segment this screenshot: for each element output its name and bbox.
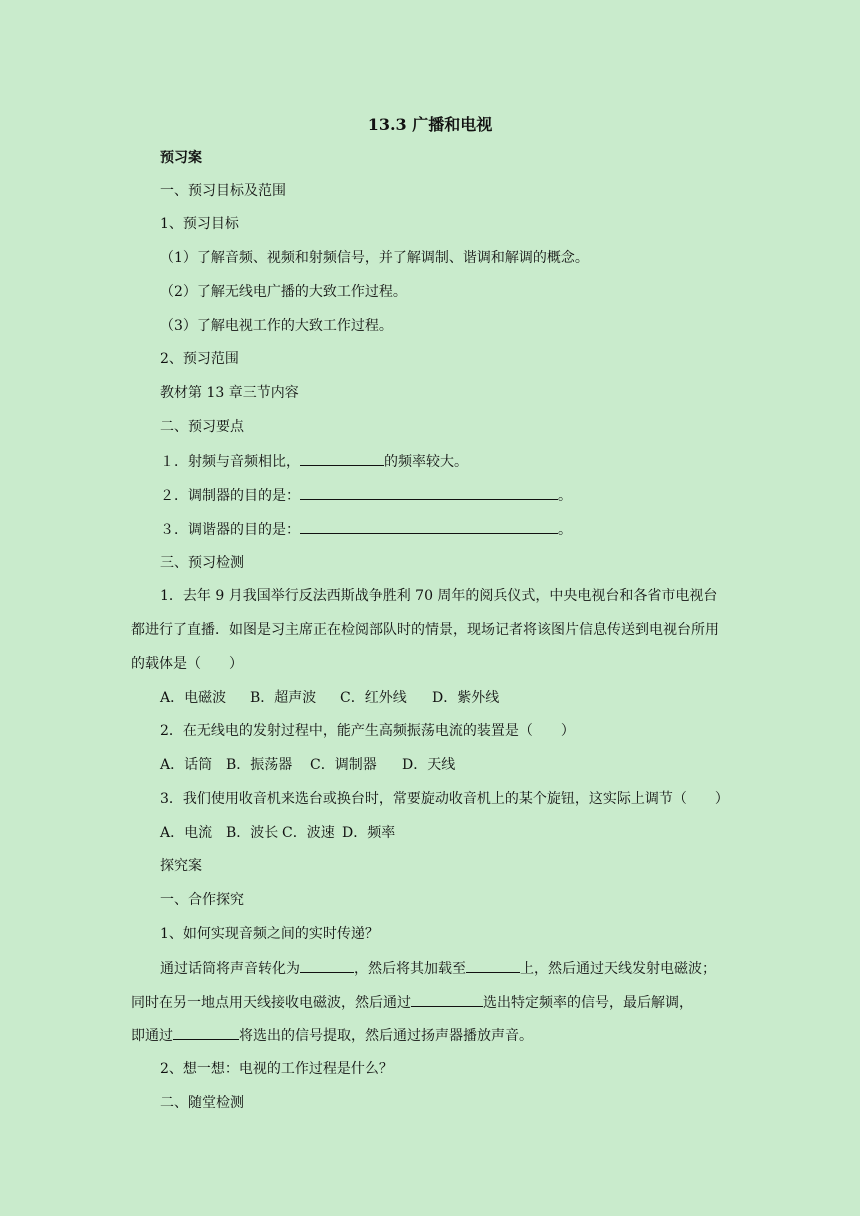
preview-heading: 预习案 bbox=[160, 150, 202, 166]
key-point bbox=[160, 485, 572, 506]
paragraph-text: 同时在另一地点用天线接收电磁波，然后通过 bbox=[131, 995, 411, 1011]
answer-blank[interactable] bbox=[300, 485, 558, 500]
question-text: 的载体是（ ） bbox=[131, 656, 243, 672]
option: D．紫外线 bbox=[432, 690, 500, 706]
option: B．振荡器 bbox=[226, 757, 293, 773]
paragraph-text: ，然后将其加载至 bbox=[354, 961, 466, 977]
key-point bbox=[160, 519, 572, 540]
paragraph-text: 将选出的信号提取，然后通过扬声器播放声音。 bbox=[239, 1028, 533, 1044]
section-heading: 二、随堂检测 bbox=[160, 1095, 244, 1111]
page-title: 13.3 广播和电视 bbox=[367, 115, 493, 134]
key-point-text: ２．调制器的目的是： bbox=[160, 488, 300, 504]
section-heading: 一、合作探究 bbox=[160, 892, 244, 908]
option: A．电磁波 bbox=[160, 690, 227, 706]
option-row bbox=[160, 823, 395, 843]
question-text: 1、如何实现音频之间的实时传递？ bbox=[160, 926, 379, 942]
answer-paragraph-line bbox=[160, 958, 716, 979]
paragraph-text: 选出特定频率的信号，最后解调， bbox=[483, 995, 693, 1011]
question-text: 都进行了直播．如图是习主席正在检阅部队时的情景，现场记者将该图片信息传送到电视台所用 bbox=[131, 622, 719, 638]
answer-paragraph-line bbox=[131, 992, 693, 1013]
option: B．超声波 bbox=[250, 690, 317, 706]
key-point bbox=[160, 451, 468, 472]
question-text: 2、想一想：电视的工作过程是什么？ bbox=[160, 1061, 393, 1077]
key-point-text: ３．调谐器的目的是： bbox=[160, 522, 300, 538]
paragraph-text: 即通过 bbox=[131, 1028, 173, 1044]
answer-blank[interactable] bbox=[173, 1025, 239, 1040]
question-text: 2．在无线电的发射过程中，能产生高频振荡电流的装置是（ ） bbox=[160, 723, 575, 739]
answer-blank[interactable] bbox=[411, 992, 483, 1007]
goal-item: （3）了解电视工作的大致工作过程。 bbox=[160, 318, 393, 334]
option-row bbox=[160, 688, 499, 708]
subsection-heading: 2、预习范围 bbox=[160, 351, 239, 367]
goal-item: （1）了解音频、视频和射频信号，并了解调制、谐调和解调的概念。 bbox=[160, 250, 589, 266]
key-point-text: 。 bbox=[558, 488, 572, 504]
answer-blank[interactable] bbox=[300, 451, 384, 466]
option: D．频率 bbox=[342, 825, 396, 841]
key-point-text: 。 bbox=[558, 522, 572, 538]
answer-paragraph-line bbox=[131, 1025, 533, 1046]
option: D．天线 bbox=[402, 757, 456, 773]
answer-blank[interactable] bbox=[300, 519, 558, 534]
option: B．波长 bbox=[226, 825, 279, 841]
section-heading: 一、预习目标及范围 bbox=[160, 183, 286, 199]
option-row bbox=[160, 755, 455, 775]
option: C．红外线 bbox=[340, 690, 407, 706]
option: C．调制器 bbox=[310, 757, 377, 773]
answer-blank[interactable] bbox=[300, 958, 354, 973]
explore-heading: 探究案 bbox=[160, 858, 202, 874]
question-text: 3．我们使用收音机来选台或换台时，常要旋动收音机上的某个旋钮，这实际上调节（ ） bbox=[160, 791, 729, 807]
scope-text: 教材第 13 章三节内容 bbox=[160, 385, 299, 401]
option: A．话筒 bbox=[160, 757, 213, 773]
option: A．电流 bbox=[160, 825, 213, 841]
question-text: 1．去年 9 月我国举行反法西斯战争胜利 70 周年的阅兵仪式，中央电视台和各省市电视台 bbox=[160, 588, 718, 604]
subsection-heading: 1、预习目标 bbox=[160, 216, 239, 232]
section-heading: 二、预习要点 bbox=[160, 419, 244, 435]
key-point-text: 的频率较大。 bbox=[384, 454, 468, 470]
goal-item: （2）了解无线电广播的大致工作过程。 bbox=[160, 284, 407, 300]
paragraph-text: 通过话筒将声音转化为 bbox=[160, 961, 300, 977]
section-heading: 三、预习检测 bbox=[160, 555, 244, 571]
key-point-text: １．射频与音频相比， bbox=[160, 454, 300, 470]
answer-blank[interactable] bbox=[466, 958, 520, 973]
paragraph-text: 上，然后通过天线发射电磁波； bbox=[520, 961, 716, 977]
option: C．波速 bbox=[282, 825, 335, 841]
